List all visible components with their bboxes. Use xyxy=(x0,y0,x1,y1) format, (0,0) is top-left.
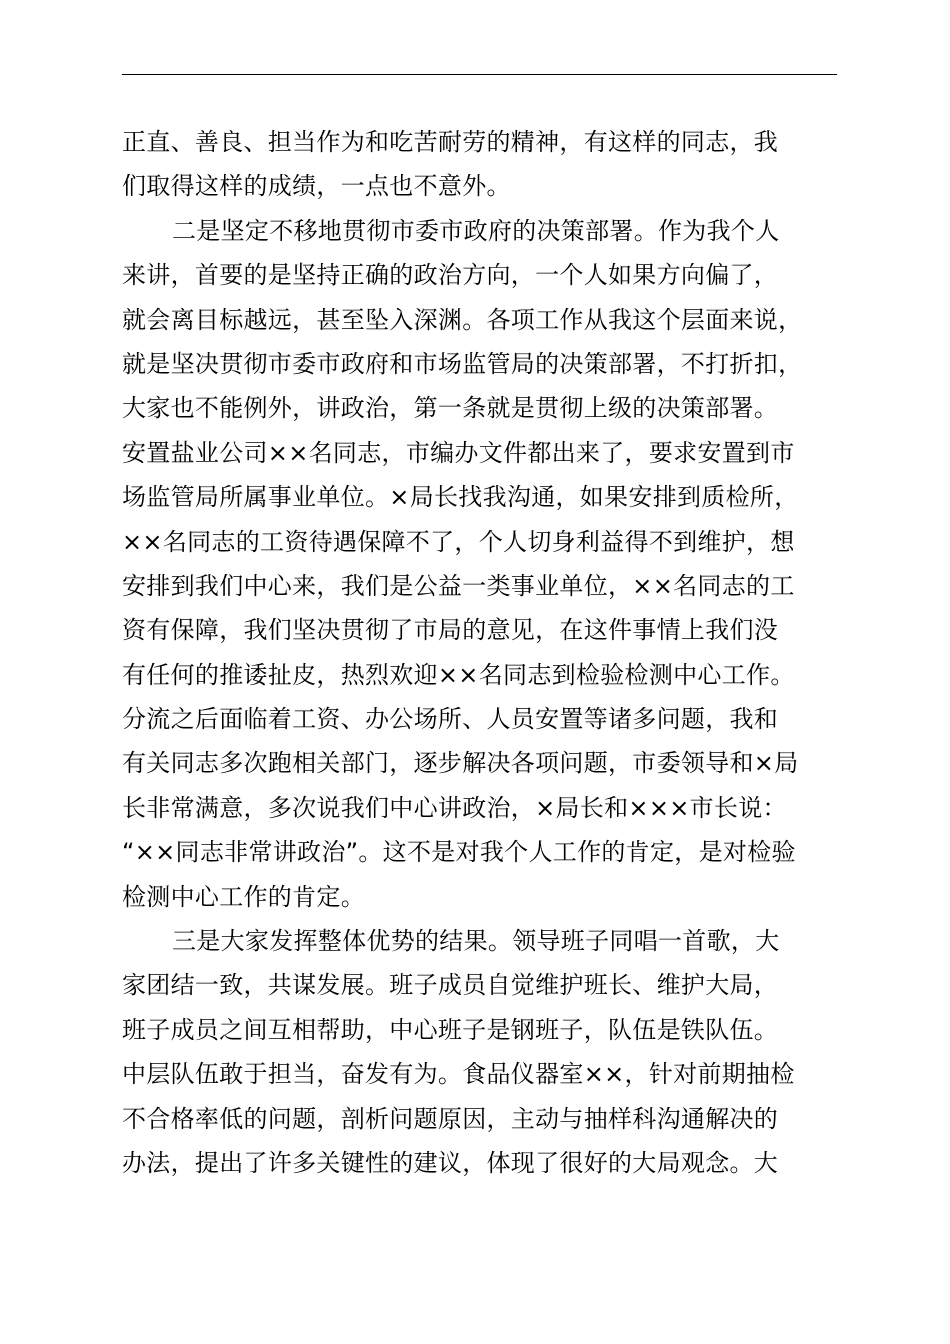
text-line: ××名同志的工资待遇保障不了，个人切身利益得不到维护，想 xyxy=(122,527,795,556)
text-line: 正直、善良、担当作为和吃苦耐劳的精神，有这样的同志，我 xyxy=(122,128,779,156)
text-line: 长非常满意，多次说我们中心讲政治，×局长和×××市长说： xyxy=(122,793,787,822)
text-line: 办法，提出了许多关键性的建议，体现了很好的大局观念。大 xyxy=(122,1148,779,1177)
text-line: 场监管局所属事业单位。×局长找我沟通，如果安排到质检所， xyxy=(122,483,799,512)
text-line: 检测中心工作的肯定。 xyxy=(122,882,365,911)
body-text xyxy=(122,120,852,1185)
text-line: 大家也不能例外，讲政治，第一条就是贯彻上级的决策部署。 xyxy=(122,394,779,423)
text-line: 来讲，首要的是坚持正确的政治方向，一个人如果方向偏了， xyxy=(122,261,779,290)
text-line: 资有保障，我们坚决贯彻了市局的意见，在这件事情上我们没 xyxy=(122,616,779,645)
text-line: 中层队伍敢于担当，奋发有为。食品仪器室××，针对前期抽检 xyxy=(122,1060,795,1089)
header-rule xyxy=(122,74,837,75)
text-line: 们取得这样的成绩，一点也不意外。 xyxy=(122,172,511,201)
text-line: 就会离目标越远，甚至坠入深渊。各项工作从我这个层面来说， xyxy=(122,305,803,334)
text-line: 安置盐业公司××名同志，市编办文件都出来了，要求安置到市 xyxy=(122,438,795,467)
text-line: 班子成员之间互相帮助，中心班子是钢班子，队伍是铁队伍。 xyxy=(122,1015,779,1044)
text-line: 分流之后面临着工资、办公场所、人员安置等诸多问题，我和 xyxy=(122,705,779,734)
text-line: 不合格率低的问题，剖析问题原因，主动与抽样科沟通解决的 xyxy=(122,1104,779,1133)
text-line: 有任何的推诿扯皮，热烈欢迎××名同志到检验检测中心工作。 xyxy=(122,660,795,689)
text-line: 安排到我们中心来，我们是公益一类事业单位，××名同志的工 xyxy=(122,571,795,600)
text-line: 三是大家发挥整体优势的结果。领导班子同唱一首歌，大 xyxy=(172,927,780,956)
text-line: 有关同志多次跑相关部门，逐步解决各项问题，市委领导和×局 xyxy=(122,749,799,778)
text-line: 二是坚定不移地贯彻市委市政府的决策部署。作为我个人 xyxy=(172,216,780,245)
text-line: “××同志非常讲政治”。这不是对我个人工作的肯定，是对检验 xyxy=(122,838,796,867)
text-line: 家团结一致，共谋发展。班子成员自觉维护班长、维护大局， xyxy=(122,971,779,1000)
text-line: 就是坚决贯彻市委市政府和市场监管局的决策部署，不打折扣， xyxy=(122,349,803,378)
